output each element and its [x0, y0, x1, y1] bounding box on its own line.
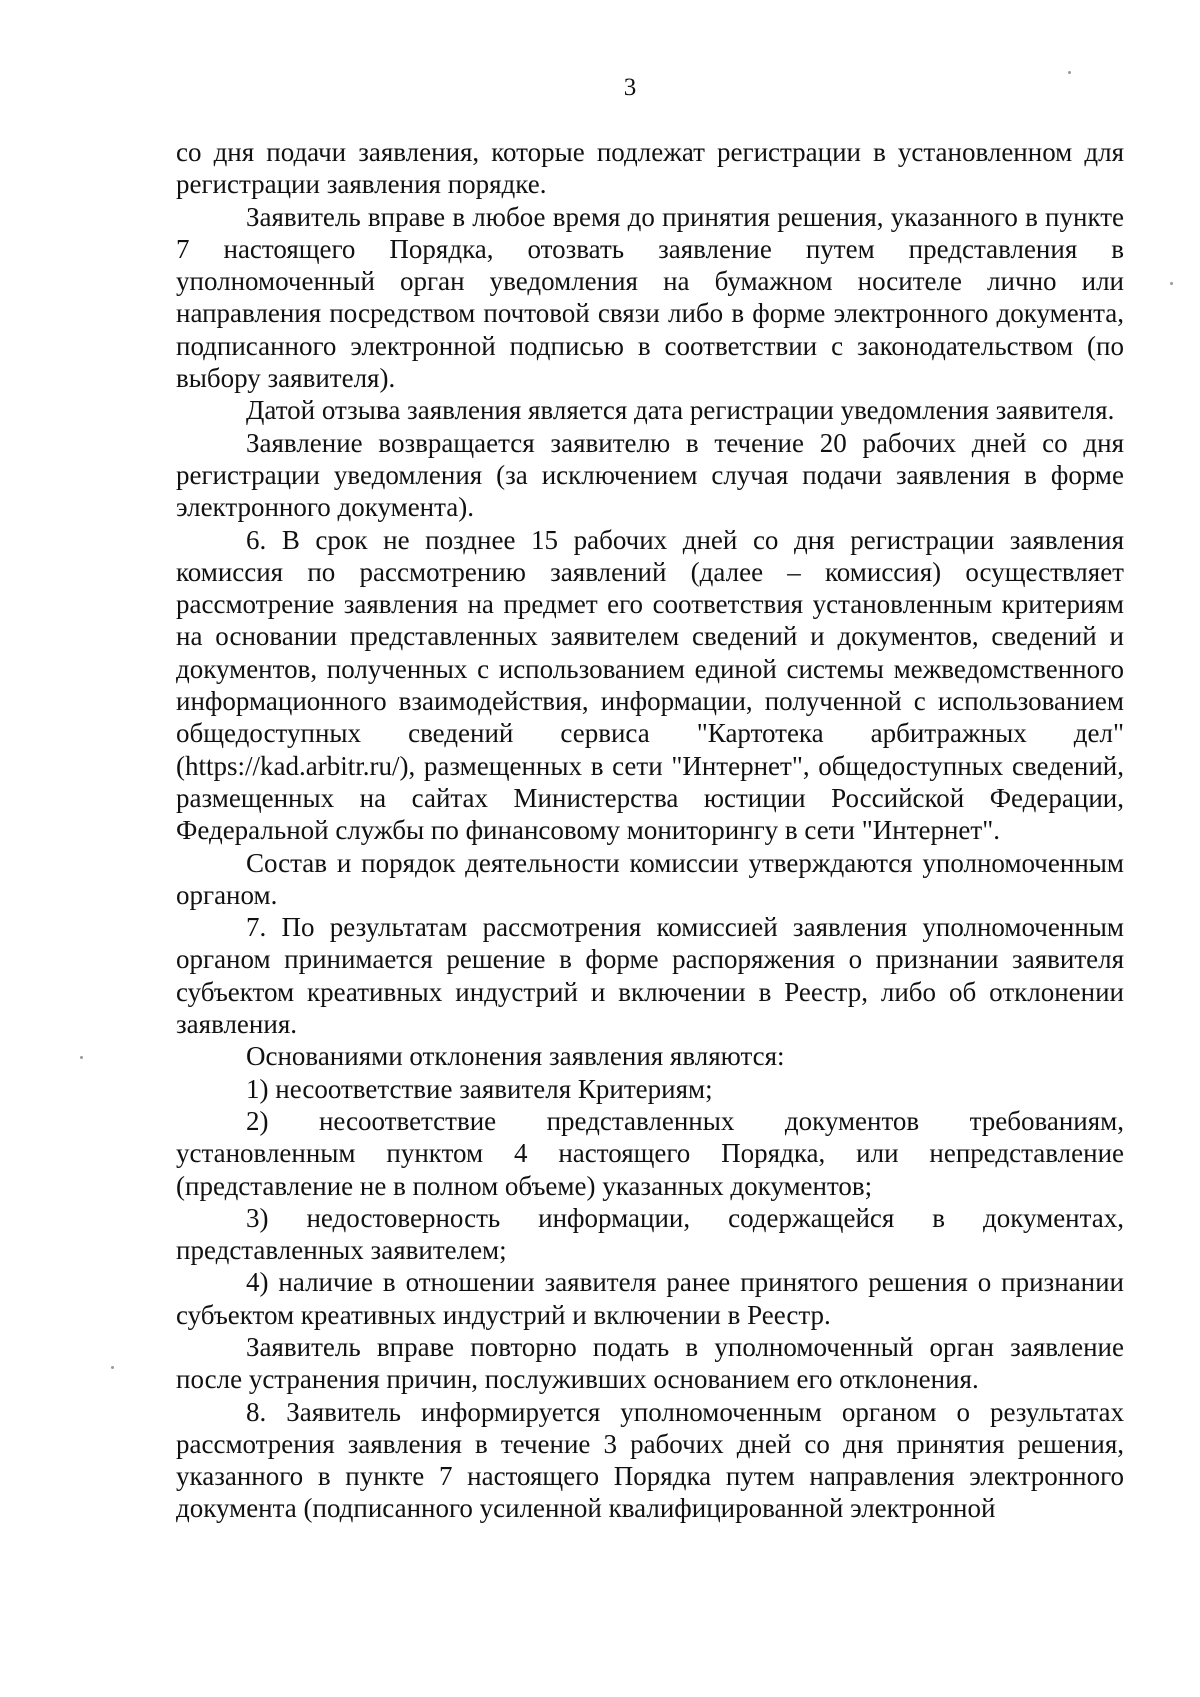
paragraph-commission-composition: Состав и порядок деятельности комиссии утверждаются уполномоченным органом. — [176, 847, 1124, 910]
list-item-rejection-2: 2) несоответствие представленных документов требованиям, установленным пунктом 4 настоящего Порядка, или непредставление (представление не в полном объеме) указанных документов; — [176, 1105, 1124, 1201]
scan-speck — [1068, 71, 1071, 74]
scan-speck — [1170, 282, 1173, 285]
list-item-rejection-3: 3) недостоверность информации, содержащейся в документах, представленных заявителем; — [176, 1202, 1124, 1266]
list-item-rejection-1: 1) несоответствие заявителя Критериям; — [246, 1073, 713, 1104]
list-item-rejection-4: 4) наличие в отношении заявителя ранее принятого решения о признании субъектом креативных индустрий и включении в Реестр. — [176, 1267, 1124, 1330]
document-body — [176, 136, 1124, 1525]
scan-speck — [111, 1366, 114, 1369]
scan-speck — [80, 1056, 83, 1059]
paragraph-application-return: Заявление возвращается заявителю в течение 20 рабочих дней со дня регистрации уведомления (за исключением случая подачи заявления в форме электронного документа). — [176, 427, 1124, 523]
page-number: 3 — [623, 74, 637, 101]
paragraph-section-8: 8. Заявитель информируется уполномоченным органом о результатах рассмотрения заявления в течение 3 рабочих дней со дня принятия решения, указанного в пункте 7 настоящего Порядка путем направления электронного документа (подписанного усиленной квалифицированной электронной — [176, 1396, 1124, 1524]
paragraph-section-7: 7. По результатам рассмотрения комиссией заявления уполномоченным органом принимается решение в форме распоряжения о признании заявителя субъектом креативных индустрий и включении в Реестр, либо об отклонении заявления. — [176, 912, 1124, 1040]
paragraph-continuation: со дня подачи заявления, которые подлежат регистрации в установленном для регистрации заявления порядке. — [176, 137, 1124, 200]
paragraph-rejection-grounds-intro: Основаниями отклонения заявления являются: — [246, 1041, 785, 1072]
paragraph-section-6: 6. В срок не позднее 15 рабочих дней со дня регистрации заявления комиссия по рассмотрению заявлений (далее – комиссия) осуществляет рассмотрение заявления на предмет его соответствия установленным критериям на основании представленных заявителем сведений и документов, сведений и документов, полученных с использованием единой системы межведомственного информационного взаимодействия, информации, полученной с использованием общедоступных сведений сервиса "Картотека арбитражных дел" (https://kad.arbitr.ru/), размещенных в сети "Интернет", общедоступных сведений, размещенных на сайтах Министерства юстиции Российской Федерации, Федеральной службы по финансовому мониторингу в сети "Интернет". — [176, 524, 1124, 846]
paragraph-withdrawal-date: Датой отзыва заявления является дата регистрации уведомления заявителя. — [246, 395, 1115, 426]
paragraph-withdrawal-right: Заявитель вправе в любое время до принятия решения, указанного в пункте 7 настоящего Порядка, отозвать заявление путем представления в уполномоченный орган уведомления на бумажном носителе лично или направления посредством почтовой связи либо в форме электронного документа, подписанного электронной подписью в соответствии с законодательством (по выбору заявителя). — [176, 201, 1124, 394]
paragraph-resubmission: Заявитель вправе повторно подать в уполномоченный орган заявление после устранения причин, послуживших основанием его отклонения. — [176, 1331, 1124, 1395]
